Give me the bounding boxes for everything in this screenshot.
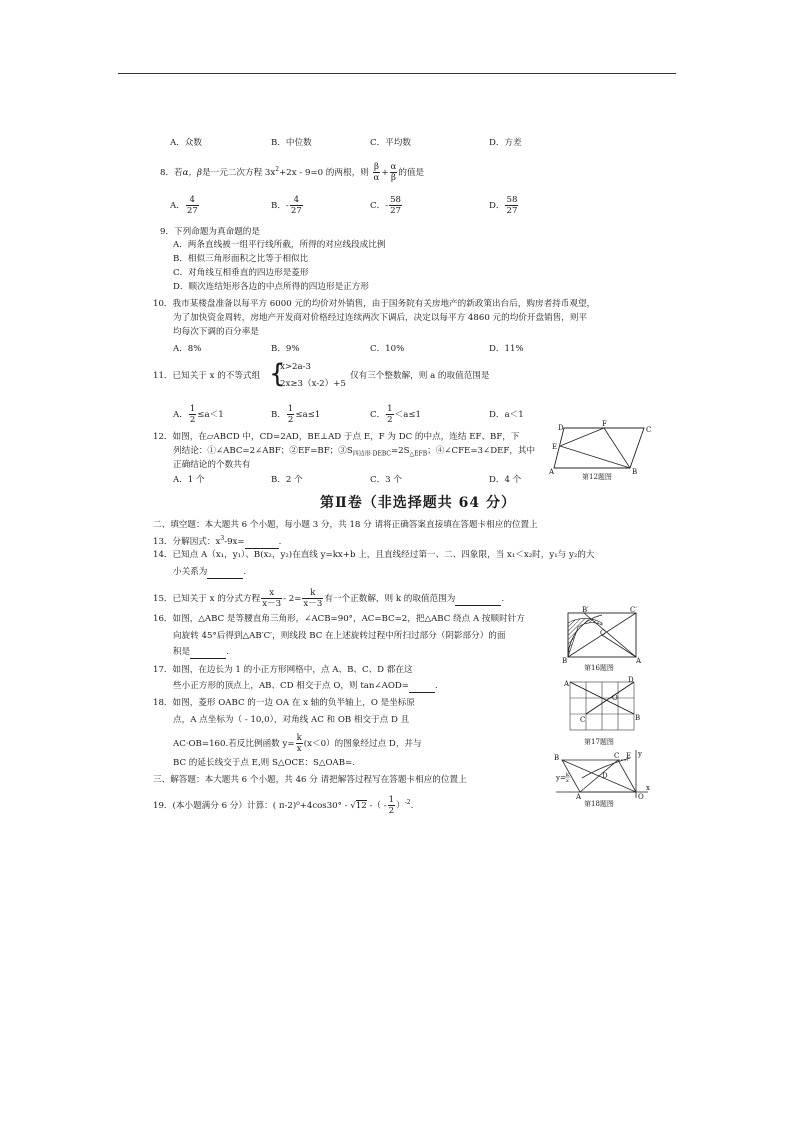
q10-option-b: B．9% — [271, 344, 300, 354]
q8-option-b: B．- $\frac{4}{27}$ — [271, 195, 302, 216]
q18-label-c: C — [614, 752, 620, 760]
q9-option-a: A．两条直线被一组平行线所截，所得的对应线段成比例 — [173, 240, 386, 250]
q17-line-2: 些小正方形的顶点上，AB、CD 相交于点 O，则 tan∠AOD= . — [173, 681, 438, 691]
q8-roots: α，β — [182, 168, 203, 178]
q16-caption: 第16题图 — [584, 664, 614, 672]
q11-stem: 11．已知关于 x 的不等式组 — [153, 371, 261, 381]
q17-caption: 第17题图 — [584, 738, 614, 746]
q12-label-f: F — [602, 420, 607, 428]
q8-exp: 2 — [275, 166, 280, 174]
fill-section-header: 二、填空题：本大题共 6 个小题，每小题 3 分，共 18 分 请将正确答案直接填在答题卡相应的位置上 — [153, 520, 538, 530]
q8-fraction-1: $\frac{\beta}{\alpha}$ — [373, 162, 380, 183]
q15-stem: 15．已知关于 x 的分式方程 $\frac{x}{x-3}$ - 2= $\frac{k}{x-3}$ 有一个正数解，则 k 的取值范围为 . — [153, 588, 505, 609]
q16-answer-blank[interactable] — [190, 646, 226, 659]
q8-tail: 的值是 — [398, 168, 425, 178]
q16-line-2: 向旋转 45°后得到△AB′C′，则线段 BC 在上述旋转过程中所扫过部分（阴影部分）的面 — [173, 631, 506, 641]
q17-label-o: O — [612, 694, 618, 702]
q16-label-cprime: C′ — [630, 606, 637, 614]
q11-option-d: D．a＜1 — [489, 410, 524, 420]
q12-label-a: A — [549, 468, 555, 476]
q18-label-o: O — [638, 793, 644, 800]
q7-option-c: C．平均数 — [370, 138, 411, 148]
q9-option-b: B．相似三角形面积之比等于相似比 — [173, 254, 309, 264]
q11-tail: 仅有三个整数解，则 a 的取值范围是 — [350, 371, 490, 381]
q17-line-1: 17．如图，在边长为 1 的小正方形网格中，点 A、B、C、D 都在这 — [153, 665, 413, 675]
q12-figure — [548, 420, 658, 476]
q14-line-2: 小关系为 . — [173, 567, 247, 577]
q16-label-b: B — [562, 657, 568, 665]
q10-line-3: 均每次下调的百分率是 — [173, 327, 259, 337]
q18-line-2: 点，A 点坐标为（ - 10,0），对角线 AC 和 OB 相交于点 D 且 — [173, 715, 410, 725]
q8-prefix: 8．若 — [160, 168, 183, 178]
q11-option-a: A． $\frac{1}{2}$ ≤a＜1 — [173, 404, 224, 425]
q12-label-d: D — [558, 424, 564, 432]
q16-label-c: C — [600, 629, 606, 637]
q18-label-a: A — [576, 793, 582, 800]
q18-func-den: x — [566, 778, 569, 784]
q18-line-4: BC 的延长线交于点 E,则 S△OCE：S△OAB=. — [173, 758, 355, 768]
q8-option-d: D． $\frac{58}{27}$ — [489, 195, 518, 216]
q18-label-x: x — [646, 784, 650, 792]
q14-answer-blank[interactable] — [207, 566, 243, 579]
q10-line-2: 为了加快资金周转，房地产开发商对价格经过连续两次下调后，决定以每平方 4860 元的均价开盘销售，则平 — [173, 313, 588, 323]
q12-label-e: E — [552, 443, 558, 451]
q11-row-2: 2x≥3（x-2）+5 — [280, 379, 346, 389]
header-rule — [118, 73, 676, 74]
q18-label-e: E — [626, 752, 632, 760]
q18-label-y: y — [638, 750, 642, 758]
q18-label-d: D — [602, 772, 608, 780]
q17-label-c: C — [580, 716, 586, 724]
q12-label-c: C — [646, 426, 652, 434]
q9-stem: 9．下列命题为真命题的是 — [160, 227, 260, 237]
q17-label-a: A — [564, 680, 570, 688]
q7-option-b: B．中位数 — [271, 138, 312, 148]
q18-label-b: B — [554, 754, 560, 762]
q7-option-d: D．方差 — [489, 138, 522, 148]
q18-func-num: k — [566, 772, 570, 778]
q10-option-d: D．11% — [489, 344, 524, 354]
q12-line-3: 正确结论的个数共有 — [173, 460, 251, 470]
q11-option-b: B． $\frac{1}{2}$ ≤a≤1 — [271, 404, 321, 425]
solve-section-header: 三、解答题：本大题共 6 个小题，共 46 分 请把解答过程写在答题卡相应的位置上 — [153, 775, 467, 785]
q12-line-2: 列结论：①∠ABC=2∠ABF；②EF=BF；$③S_{四边形 DEBC}=2S_{\triangle EFB}$；④∠CFE=3∠DEF，其中 — [173, 446, 536, 458]
q11-row-1: x>2a-3 — [280, 362, 312, 372]
q18-caption: 第18题图 — [584, 800, 614, 808]
q12-line-1: 12．如图，在▱ABCD 中，CD=2AD，BE⊥AD 于点 E，F 为 DC 的中点，连结 EF、BF，下 — [153, 432, 520, 442]
q13-stem: 13．分解因式：$x^3-9x=$ . — [153, 535, 282, 547]
q12-caption: 第12题图 — [582, 473, 612, 481]
q8-option-c: C．- $\frac{58}{27}$ — [370, 195, 402, 216]
q10-option-c: C．10% — [370, 344, 405, 354]
q12-option-b: B．2 个 — [271, 475, 303, 485]
q13-answer-blank[interactable] — [245, 536, 279, 549]
q11-option-c: C． $\frac{1}{2}$ ＜a≤1 — [370, 404, 422, 425]
q17-label-b: B — [635, 714, 640, 722]
part2-title: 第Ⅱ卷（非选择题共 64 分） — [320, 495, 517, 511]
q10-option-a: A．8% — [173, 344, 202, 354]
q8-equation-tail: +2x - 9=0 的两根，则 — [279, 168, 369, 178]
q8-option-a: A． $\frac{4}{27}$ — [170, 195, 198, 216]
q17-label-d: D — [628, 676, 634, 684]
q12-option-a: A．1 个 — [173, 475, 205, 485]
q16-line-1: 16．如图，△ABC 是等腰直角三角形，∠ACB=90°，AC=BC=2，把△ABC 绕点 A 按顺时针方 — [153, 614, 525, 624]
q8-fraction-2: $\frac{\alpha}{\beta}$ — [390, 162, 397, 183]
q19-stem: 19．(本小题满分 6 分）计算：( π-2)⁰+4cos30° - √12 -（ - $\frac{1}{2}$ ）$^{-2}$. — [153, 795, 414, 816]
q14-line-1: 14．已知点 A（x₁，y₁）、B(x₂，y₂)在直线 y=kx+b 上，且直线经过第一、二、四象限，当 x₁＜x₂时，y₁与 y₂的大 — [153, 550, 595, 560]
q18-figure — [552, 748, 652, 800]
q9-option-c: C．对角线互相垂直的四边形是菱形 — [173, 268, 309, 278]
q12-label-b: B — [632, 468, 638, 476]
q18-line-1: 18．如图，菱形 OABC 的一边 OA 在 x 轴的负半轴上，O 是坐标原 — [153, 698, 415, 708]
q11-brace: { — [269, 359, 286, 389]
q17-figure — [562, 676, 640, 738]
q8-stem — [160, 162, 424, 183]
q8-equation: 是一元二次方程 3x — [202, 168, 276, 178]
q16-line-3: 积是 . — [173, 647, 229, 657]
q18-func-label: y= — [556, 774, 566, 782]
q12-option-d: D．4 个 — [489, 475, 522, 485]
q16-label-a: A — [636, 657, 642, 665]
q15-answer-blank[interactable] — [455, 593, 501, 606]
q16-label-bprime: B′ — [582, 606, 589, 614]
q18-line-3: AC·OB=160.若反比例函数 y= $\frac{k}{x}$ (x＜0）的图象经过点 D，并与 — [173, 733, 422, 754]
q10-line-1: 10．我市某楼盘准备以每平方 6000 元的均价对外销售，由于国务院有关房地产的新政策出台后，购房者持币观望， — [153, 299, 596, 309]
q19-sqrt: √12 — [350, 801, 367, 811]
q16-figure — [560, 605, 642, 665]
q17-answer-blank[interactable] — [409, 680, 435, 693]
q9-option-d: D．顺次连结矩形各边的中点所得的四边形是正方形 — [173, 282, 369, 292]
q7-option-a: A．众数 — [170, 138, 202, 148]
q8-plus: + — [381, 168, 389, 178]
q12-option-c: C．3 个 — [370, 475, 402, 485]
